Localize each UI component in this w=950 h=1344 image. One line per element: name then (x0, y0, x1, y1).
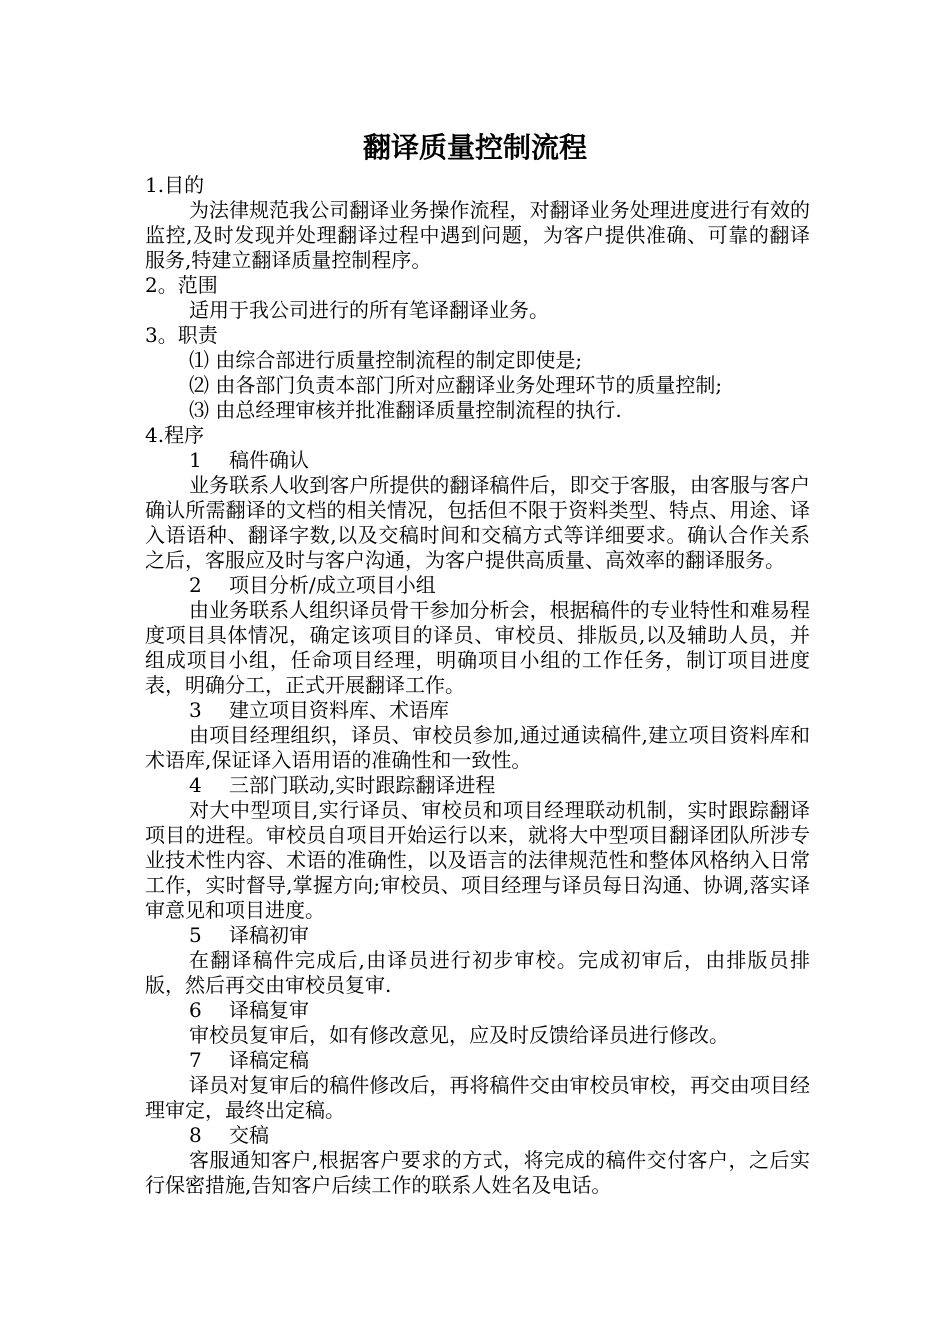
responsibility-item: ⑵ 由各部门负责本部门所对应翻译业务处理环节的质量控制; (189, 373, 723, 397)
responsibility-item: ⑶ 由总经理审核并批准翻译质量控制流程的执行. (189, 398, 622, 422)
step-title: 三部门联动,实时跟踪翻译进程 (229, 773, 496, 797)
step-number: 6 (189, 998, 202, 1022)
step-heading (145, 998, 810, 1023)
section-text-scope: 适用于我公司进行的所有笔译翻译业务。 (189, 298, 549, 322)
step-heading (145, 1048, 810, 1073)
step-number: 8 (189, 1123, 202, 1147)
step-heading (145, 698, 810, 723)
step-number: 7 (189, 1048, 202, 1072)
step-heading (145, 573, 810, 598)
section-text-purpose: 为法律规范我公司翻译业务操作流程，对翻译业务处理进度进行有效的监控,及时发现并处理翻译过程中遇到问题，为客户提供准确、可靠的翻译服务,特建立翻译质量控制程序。 (145, 198, 810, 272)
section-heading-purpose: 1.目的 (145, 173, 205, 197)
step-number: 2 (189, 573, 202, 597)
step-text: 译员对复审后的稿件修改后，再将稿件交由审校员审校，再交由项目经理审定，最终出定稿。 (145, 1073, 810, 1122)
step-title: 交稿 (229, 1123, 269, 1147)
step-text: 由项目经理组织，译员、审校员参加,通过通读稿件,建立项目资料库和术语库,保证译入语用语的准确性和一致性。 (145, 723, 810, 772)
step-title: 译稿复审 (229, 998, 309, 1022)
step-title: 译稿定稿 (229, 1048, 309, 1072)
step-title: 建立项目资料库、术语库 (229, 698, 449, 722)
step-text: 业务联系人收到客户所提供的翻译稿件后，即交于客服，由客服与客户确认所需翻译的文档的相关情况，包括但不限于资料类型、特点、用途、译入语语种、翻译字数,以及交稿时间和交稿方式等详细要求。确认合作关系之后，客服应及时与客户沟通，为客户提供高质量、高效率的翻译服务。 (145, 473, 810, 572)
step-number: 5 (189, 923, 202, 947)
step-heading (145, 773, 810, 798)
document-body (145, 173, 810, 1198)
step-heading (145, 448, 810, 473)
step-number: 4 (189, 773, 202, 797)
step-number: 1 (189, 448, 202, 472)
step-title: 项目分析/成立项目小组 (229, 573, 436, 597)
section-heading-scope: 2。范围 (145, 273, 218, 297)
document-title: 翻译质量控制流程 (362, 131, 587, 164)
step-number: 3 (189, 698, 202, 722)
step-text: 客服通知客户,根据客户要求的方式，将完成的稿件交付客户，之后实行保密措施,告知客户后续工作的联系人姓名及电话。 (145, 1148, 810, 1197)
step-text: 对大中型项目,实行译员、审校员和项目经理联动机制，实时跟踪翻译项目的进程。审校员自项目开始运行以来，就将大中型项目翻译团队所涉专业技术性内容、术语的准确性，以及语言的法律规范性和整体风格纳入日常工作，实时督导,掌握方向;审校员、项目经理与译员每日沟通、协调,落实译审意见和项目进度。 (145, 798, 810, 922)
step-heading (145, 1123, 810, 1148)
responsibility-item: ⑴ 由综合部进行质量控制流程的制定即使是; (189, 348, 583, 372)
step-title: 译稿初审 (229, 923, 309, 947)
section-heading-procedure: 4.程序 (145, 423, 205, 447)
step-title: 稿件确认 (229, 448, 309, 472)
step-heading (145, 923, 810, 948)
step-text: 在翻译稿件完成后,由译员进行初步审校。完成初审后，由排版员排版，然后再交由审校员复审. (145, 948, 810, 997)
step-text: 审校员复审后，如有修改意见，应及时反馈给译员进行修改。 (189, 1023, 729, 1047)
section-heading-responsibilities: 3。职责 (145, 323, 218, 347)
step-text: 由业务联系人组织译员骨干参加分析会，根据稿件的专业特性和难易程度项目具体情况，确定该项目的译员、审校员、排版员,以及辅助人员，并组成项目小组，任命项目经理，明确项目小组的工作任务，制订项目进度表，明确分工，正式开展翻译工作。 (145, 598, 810, 697)
